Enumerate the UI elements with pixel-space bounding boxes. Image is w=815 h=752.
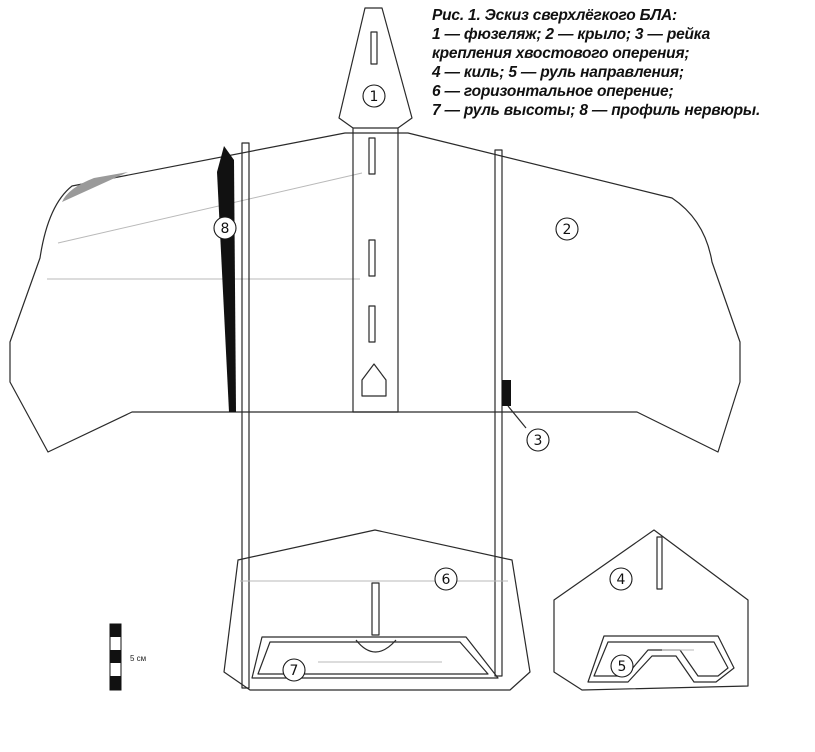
callout-8 — [214, 217, 236, 239]
svg-text:6: 6 — [441, 572, 451, 588]
svg-text:7: 7 — [289, 663, 299, 679]
callout-6 — [435, 568, 457, 590]
boom-mount-block — [502, 380, 511, 406]
svg-text:3: 3 — [533, 433, 543, 449]
wingtip-fill — [62, 172, 128, 202]
fuselage-tail-notch — [362, 364, 386, 396]
caption-line: 6 — горизонтальное оперение; — [432, 83, 674, 100]
figure-caption — [432, 6, 810, 120]
fuselage-slot — [369, 138, 375, 174]
callout-4 — [610, 568, 632, 590]
fuselage-outline — [339, 8, 412, 412]
callout-2 — [556, 218, 578, 240]
svg-text:4: 4 — [616, 572, 626, 588]
callout-5 — [611, 655, 633, 677]
fuselage-slot — [371, 32, 377, 64]
caption-line: 4 — киль; 5 — руль направления; — [432, 64, 684, 81]
stabilizer-slot — [372, 583, 379, 635]
horizontal-stabilizer-outline — [224, 530, 530, 690]
wing-outline — [10, 133, 740, 452]
fuselage-slot — [369, 306, 375, 342]
caption-line: Рис. 1. Эскиз сверхлёгкого БЛА: — [432, 7, 677, 24]
callout-3-leader — [508, 406, 526, 428]
fin-slot — [657, 537, 662, 589]
caption-line: 7 — руль высоты; 8 — профиль нервюры. — [432, 102, 761, 119]
wing-guide-line — [58, 173, 362, 243]
callout-1 — [363, 85, 385, 107]
callout-7 — [283, 659, 305, 681]
scale-bar — [110, 624, 146, 690]
caption-line: 1 — фюзеляж; 2 — крыло; 3 — рейка — [432, 26, 711, 43]
rudder-outline — [588, 636, 734, 682]
fin-outline — [554, 530, 748, 690]
tail-boom-right — [495, 150, 502, 676]
svg-text:5: 5 — [617, 659, 627, 675]
svg-text:8: 8 — [220, 221, 230, 237]
svg-text:1: 1 — [369, 89, 379, 105]
svg-text:2: 2 — [562, 222, 572, 238]
caption-line: крепления хвостового оперения; — [432, 45, 690, 62]
callout-3 — [527, 429, 549, 451]
fuselage-slot — [369, 240, 375, 276]
scale-bar-label: 5 см — [130, 654, 147, 663]
tail-boom-left — [242, 143, 249, 688]
